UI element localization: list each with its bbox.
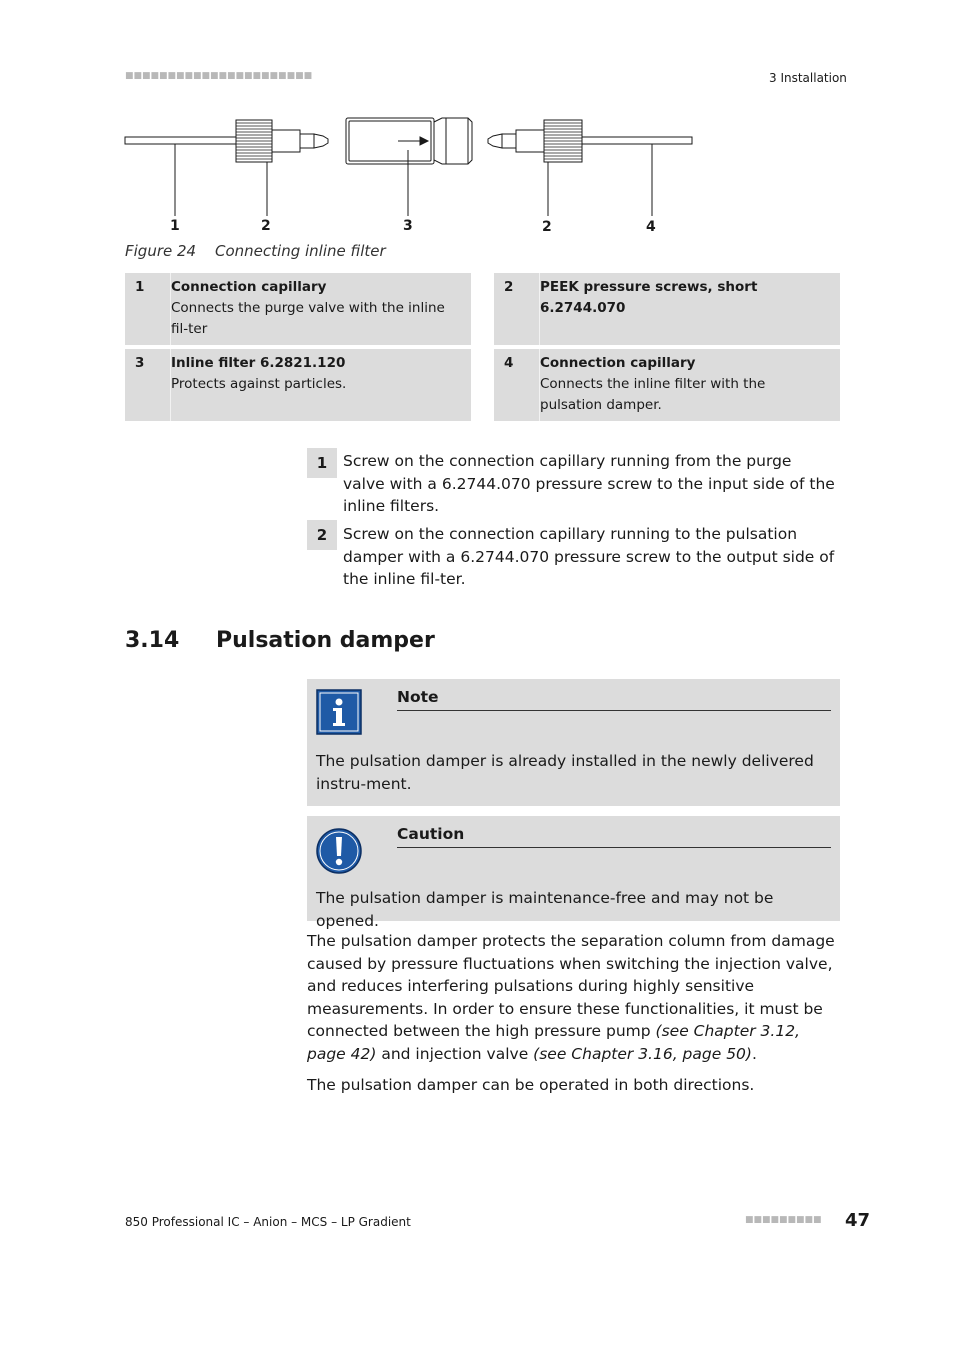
- figure-label-4: 4: [646, 219, 656, 235]
- caution-text: The pulsation damper is maintenance-free and may not be opened.: [316, 889, 774, 930]
- figure-label-3: 3: [403, 218, 413, 234]
- legend-title: Connection capillary: [540, 355, 696, 371]
- legend-number: 1: [135, 279, 145, 295]
- section-heading: [125, 628, 435, 653]
- legend-desc: Protects against particles.: [171, 376, 347, 392]
- left-screw-shank: [272, 130, 300, 152]
- legend-item-2: [494, 273, 840, 345]
- legend-desc: Connects the purge valve with the inline fil-ter: [171, 300, 445, 337]
- figure-label-2: 2: [261, 218, 271, 234]
- figure-caption: [125, 242, 386, 260]
- filter-cap: [434, 118, 472, 164]
- note-box: [307, 679, 840, 806]
- info-icon: [316, 689, 362, 735]
- step-text-2: Screw on the connection capillary running to the pulsation damper with a 6.2744.070 pressure screw to the output side of the inline fil-ter.: [343, 525, 835, 588]
- note-title: Note: [397, 688, 439, 706]
- exclamation-icon: [316, 828, 362, 874]
- inline-filter-figure: [120, 110, 700, 222]
- chapter-reference-link[interactable]: (see Chapter 3.12, page 42): [307, 1022, 800, 1063]
- legend-title: Inline filter 6.2821.120: [171, 355, 346, 371]
- header-chapter: 3 Installation: [769, 71, 847, 85]
- footer-product: 850 Professional IC – Anion – MCS – LP Gradient: [125, 1215, 411, 1229]
- body-text: .: [751, 1044, 757, 1063]
- caution-box: [307, 816, 840, 930]
- section-title: Pulsation damper: [216, 628, 435, 653]
- header-decoration: ■■■■■■■■■■■■■■■■■■■■■■: [125, 71, 313, 81]
- legend-number: 4: [504, 355, 514, 371]
- footer-decoration: ■■■■■■■■■: [745, 1215, 822, 1225]
- page-number: 47: [845, 1210, 871, 1231]
- left-ferrule: [300, 134, 314, 148]
- legend-title: Connection capillary: [171, 279, 327, 295]
- caution-title: Caution: [397, 825, 465, 843]
- right-capillary: [582, 137, 692, 144]
- step-text-1: Screw on the connection capillary running from the purge valve with a 6.2744.070 pressure screw to the input side of the inline filters.: [343, 452, 835, 515]
- legend-item-3: [125, 349, 471, 421]
- legend-title: PEEK pressure screws, short 6.2744.070: [540, 279, 758, 316]
- legend-item-1: [125, 273, 471, 345]
- step-number-2: 2: [307, 520, 337, 550]
- figure-label-1: 1: [170, 218, 180, 234]
- right-ferrule-tip: [488, 134, 502, 148]
- right-screw-shank: [516, 130, 544, 152]
- body-text: The pulsation damper protects the separation column from damage caused by pressure fluctuations when switching the injection valve, and reduces interfering pulsations during highly sensitive measurements. In order to ensure these functionalities, it must be connected between the high pressure pump: [307, 932, 835, 1040]
- right-ferrule: [502, 134, 516, 148]
- legend-number: 3: [135, 355, 145, 371]
- body-paragraph-1: [307, 930, 837, 1065]
- section-number: 3.14: [125, 628, 180, 653]
- legend-desc: Connects the inline filter with the pulsation damper.: [540, 376, 766, 413]
- left-ferrule-tip: [314, 134, 328, 148]
- legend-item-4: [494, 349, 840, 421]
- step-number-1: 1: [307, 448, 337, 478]
- note-text: The pulsation damper is already installed in the newly delivered instru-ment.: [316, 752, 814, 793]
- figure-caption-label: Figure 24: [125, 242, 197, 260]
- chapter-reference-link[interactable]: (see Chapter 3.16, page 50): [533, 1044, 752, 1063]
- figure-caption-text: Connecting inline filter: [215, 242, 386, 260]
- figure-label-2b: 2: [542, 219, 552, 235]
- body-paragraph-2: The pulsation damper can be operated in both directions.: [307, 1076, 755, 1094]
- legend-number: 2: [504, 279, 514, 295]
- body-text: and injection valve: [376, 1044, 534, 1063]
- left-capillary: [125, 137, 237, 144]
